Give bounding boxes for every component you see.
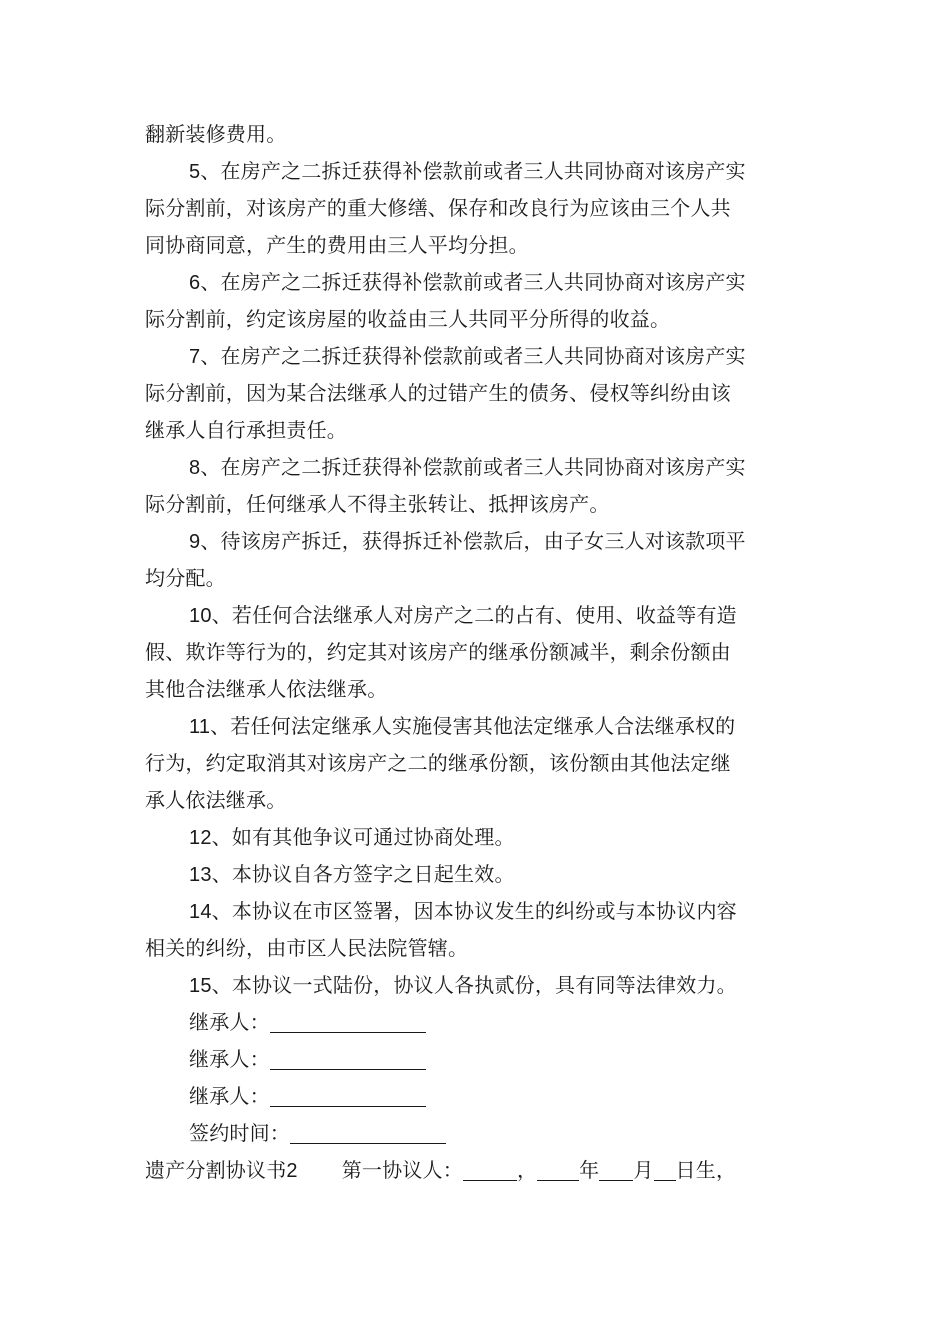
clause-text: 、本协议自各方签字之日起生效。	[211, 862, 515, 886]
clause-7-line-3	[145, 412, 810, 449]
clause-text: 际分割前，对该房产的重大修缮、保存和改良行为应该由三个人共	[145, 196, 731, 220]
clause-text: 相关的纠纷，由市区人民法院管辖。	[145, 936, 469, 960]
clause-11	[145, 708, 810, 745]
clause-11-line-2	[145, 745, 810, 782]
clause-text: 假、欺诈等行为的，约定其对该房产的继承份额减半，剩余份额由	[145, 640, 731, 664]
heir-label: 继承人：	[189, 1047, 270, 1071]
clause-11-line-3	[145, 782, 810, 819]
heir-signature-blank[interactable]	[270, 1082, 426, 1107]
clause-text: 翻新装修费用。	[145, 122, 287, 146]
clause-text: 、在房产之二拆迁获得补偿款前或者三人共同协商对该房产实	[200, 159, 746, 183]
heir-signature-line-3	[145, 1078, 810, 1115]
year-label: 年	[579, 1158, 600, 1182]
heir-label: 继承人：	[189, 1084, 270, 1108]
clause-number: 14	[189, 901, 212, 923]
next-section-heading	[145, 1152, 810, 1189]
comma: ，	[516, 1158, 538, 1182]
clause-number: 9	[189, 531, 201, 553]
clause-text: 际分割前，任何继承人不得主张转让、抵押该房产。	[145, 492, 610, 516]
clause-7	[145, 338, 810, 375]
clause-text: 、本协议在市区签署，因本协议发生的纠纷或与本协议内容	[211, 899, 737, 923]
clause-text: 均分配。	[145, 566, 226, 590]
day-born-label: 日生，	[675, 1158, 737, 1182]
clause-9-line-2	[145, 560, 810, 597]
birth-year-blank[interactable]	[537, 1156, 579, 1181]
section-title: 遗产分割协议书	[145, 1158, 287, 1182]
clause-6-line-2	[145, 301, 810, 338]
clause-9	[145, 523, 810, 560]
clause-number: 12	[189, 827, 212, 849]
clause-number: 15	[189, 975, 212, 997]
clause-text: 承人依法继承。	[145, 788, 287, 812]
clause-5-line-3	[145, 227, 810, 264]
document-page	[145, 116, 810, 1189]
clause-text: 际分割前，因为某合法继承人的过错产生的债务、侵权等纠纷由该	[145, 381, 731, 405]
section-title-number: 2	[286, 1160, 298, 1182]
heir-signature-line-1	[145, 1004, 810, 1041]
month-label: 月	[633, 1158, 654, 1182]
clause-6	[145, 264, 810, 301]
clause-5	[145, 153, 810, 190]
clause-text: 、本协议一式陆份，协议人各执贰份，具有同等法律效力。	[211, 973, 737, 997]
heir-signature-line-2	[145, 1041, 810, 1078]
clause-12	[145, 819, 810, 856]
clause-text: 其他合法继承人依法继承。	[145, 677, 388, 701]
clause-4-tail	[145, 116, 810, 153]
first-party-label: 第一协议人：	[341, 1158, 463, 1182]
clause-text: 行为，约定取消其对该房产之二的继承份额，该份额由其他法定继	[145, 751, 731, 775]
heir-signature-blank[interactable]	[270, 1008, 426, 1033]
clause-10-line-3	[145, 671, 810, 708]
first-party-name-blank[interactable]	[463, 1156, 517, 1181]
clause-14	[145, 893, 810, 930]
clause-text: 同协商同意，产生的费用由三人平均分担。	[145, 233, 529, 257]
birth-month-blank[interactable]	[599, 1156, 633, 1181]
clause-7-line-2	[145, 375, 810, 412]
clause-text: 、若任何合法继承人对房产之二的占有、使用、收益等有造	[211, 603, 737, 627]
clause-text: 、如有其他争议可通过协商处理。	[211, 825, 515, 849]
clause-text: 、若任何法定继承人实施侵害其他法定继承人合法继承权的	[210, 714, 736, 738]
clause-text: 、在房产之二拆迁获得补偿款前或者三人共同协商对该房产实	[200, 455, 746, 479]
clause-text: 继承人自行承担责任。	[145, 418, 347, 442]
clause-10-line-2	[145, 634, 810, 671]
heir-label: 继承人：	[189, 1010, 270, 1034]
clause-number: 6	[189, 272, 201, 294]
clause-number: 7	[189, 346, 201, 368]
clause-text: 、在房产之二拆迁获得补偿款前或者三人共同协商对该房产实	[200, 344, 746, 368]
clause-8	[145, 449, 810, 486]
clause-15	[145, 967, 810, 1004]
clause-10	[145, 597, 810, 634]
signing-date-line	[145, 1115, 810, 1152]
signing-date-label: 签约时间：	[189, 1121, 290, 1145]
clause-8-line-2	[145, 486, 810, 523]
clause-text: 际分割前，约定该房屋的收益由三人共同平分所得的收益。	[145, 307, 671, 331]
heir-signature-blank[interactable]	[270, 1045, 426, 1070]
clause-number: 8	[189, 457, 201, 479]
clause-number: 11	[189, 716, 211, 738]
clause-5-line-2	[145, 190, 810, 227]
signing-date-blank[interactable]	[290, 1119, 446, 1144]
clause-text: 、待该房产拆迁，获得拆迁补偿款后，由子女三人对该款项平	[200, 529, 746, 553]
birth-day-blank[interactable]	[654, 1156, 676, 1181]
clause-14-line-2	[145, 930, 810, 967]
clause-number: 10	[189, 605, 212, 627]
clause-number: 13	[189, 864, 212, 886]
clause-13	[145, 856, 810, 893]
clause-number: 5	[189, 161, 201, 183]
clause-text: 、在房产之二拆迁获得补偿款前或者三人共同协商对该房产实	[200, 270, 746, 294]
